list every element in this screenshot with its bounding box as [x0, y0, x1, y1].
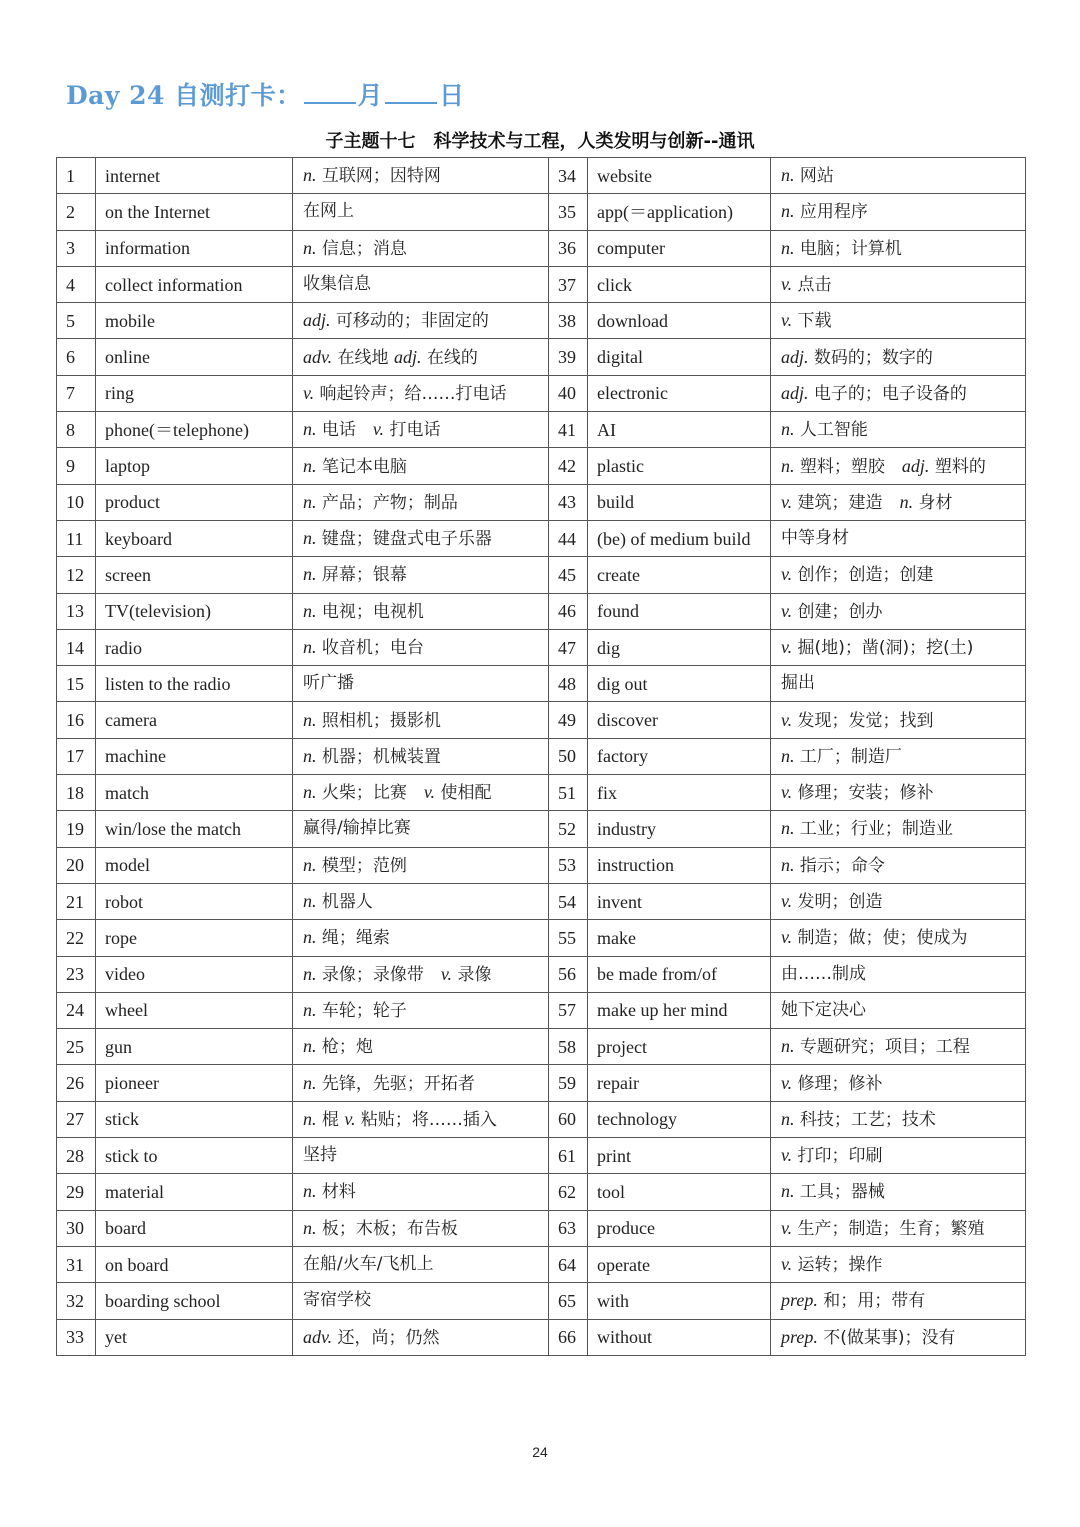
entry-meaning: n. 先锋，先驱；开拓者	[293, 1065, 549, 1101]
entry-word: yet	[96, 1319, 293, 1355]
entry-meaning: n. 工业；行业；制造业	[771, 811, 1026, 847]
entry-word: pioneer	[96, 1065, 293, 1101]
entry-meaning: v. 发明；创造	[771, 883, 1026, 919]
entry-meaning: n. 塑料；塑胶 adj. 塑料的	[771, 448, 1026, 484]
entry-meaning: 在船/火车/飞机上	[293, 1246, 549, 1282]
table-row	[57, 1065, 1026, 1101]
entry-meaning: n. 照相机；摄影机	[293, 702, 549, 738]
entry-number: 32	[57, 1283, 96, 1319]
entry-meaning: adv. 在线地 adj. 在线的	[293, 339, 549, 375]
table-row	[57, 992, 1026, 1028]
entry-number: 64	[549, 1246, 588, 1282]
entry-number: 13	[57, 593, 96, 629]
entry-number: 66	[549, 1319, 588, 1355]
entry-meaning: v. 修理；安装；修补	[771, 775, 1026, 811]
entry-meaning: adj. 电子的；电子设备的	[771, 375, 1026, 411]
entry-number: 45	[549, 557, 588, 593]
entry-number: 33	[57, 1319, 96, 1355]
table-row	[57, 266, 1026, 302]
entry-word: board	[96, 1210, 293, 1246]
entry-word: repair	[588, 1065, 771, 1101]
entry-word: product	[96, 484, 293, 520]
entry-number: 65	[549, 1283, 588, 1319]
table-row	[57, 666, 1026, 702]
entry-word: camera	[96, 702, 293, 738]
entry-number: 10	[57, 484, 96, 520]
entry-word: (be) of medium build	[588, 520, 771, 556]
entry-meaning: 中等身材	[771, 520, 1026, 556]
entry-number: 18	[57, 775, 96, 811]
entry-number: 52	[549, 811, 588, 847]
table-row	[57, 956, 1026, 992]
entry-number: 38	[549, 303, 588, 339]
entry-word: app(＝application)	[588, 194, 771, 230]
entry-meaning: v. 创建；创办	[771, 593, 1026, 629]
entry-meaning: n. 人工智能	[771, 412, 1026, 448]
entry-meaning: 收集信息	[293, 266, 549, 302]
entry-meaning: 坚持	[293, 1138, 549, 1174]
table-row	[57, 847, 1026, 883]
entry-word: discover	[588, 702, 771, 738]
table-row	[57, 375, 1026, 411]
entry-word: operate	[588, 1246, 771, 1282]
entry-word: stick	[96, 1101, 293, 1137]
entry-word: electronic	[588, 375, 771, 411]
entry-number: 63	[549, 1210, 588, 1246]
entry-number: 24	[57, 992, 96, 1028]
entry-word: boarding school	[96, 1283, 293, 1319]
table-row	[57, 194, 1026, 230]
table-row	[57, 557, 1026, 593]
table-row	[57, 303, 1026, 339]
entry-meaning: 掘出	[771, 666, 1026, 702]
entry-number: 43	[549, 484, 588, 520]
entry-number: 19	[57, 811, 96, 847]
day-blank	[385, 82, 437, 104]
entry-word: robot	[96, 883, 293, 919]
entry-word: plastic	[588, 448, 771, 484]
page-heading	[66, 76, 465, 112]
entry-meaning: adj. 可移动的；非固定的	[293, 303, 549, 339]
entry-number: 8	[57, 412, 96, 448]
month-label: 月	[357, 81, 384, 110]
entry-number: 49	[549, 702, 588, 738]
entry-number: 31	[57, 1246, 96, 1282]
entry-word: material	[96, 1174, 293, 1210]
entry-meaning: v. 创作；创造；创建	[771, 557, 1026, 593]
entry-number: 17	[57, 738, 96, 774]
entry-word: TV(television)	[96, 593, 293, 629]
entry-word: online	[96, 339, 293, 375]
entry-word: factory	[588, 738, 771, 774]
entry-meaning: v. 建筑；建造 n. 身材	[771, 484, 1026, 520]
entry-meaning: v. 掘(地)；凿(洞)；挖(土)	[771, 629, 1026, 665]
entry-number: 56	[549, 956, 588, 992]
entry-word: listen to the radio	[96, 666, 293, 702]
entry-number: 26	[57, 1065, 96, 1101]
table-row	[57, 775, 1026, 811]
entry-word: radio	[96, 629, 293, 665]
entry-number: 12	[57, 557, 96, 593]
table-row	[57, 520, 1026, 556]
entry-number: 28	[57, 1138, 96, 1174]
entry-meaning: 在网上	[293, 194, 549, 230]
entry-number: 48	[549, 666, 588, 702]
table-row	[57, 1029, 1026, 1065]
entry-meaning: v. 下载	[771, 303, 1026, 339]
entry-meaning: n. 电脑；计算机	[771, 230, 1026, 266]
entry-word: laptop	[96, 448, 293, 484]
entry-word: rope	[96, 920, 293, 956]
table-row	[57, 1210, 1026, 1246]
entry-word: collect information	[96, 266, 293, 302]
entry-meaning: v. 生产；制造；生育；繁殖	[771, 1210, 1026, 1246]
entry-number: 35	[549, 194, 588, 230]
entry-word: with	[588, 1283, 771, 1319]
entry-word: produce	[588, 1210, 771, 1246]
table-row	[57, 629, 1026, 665]
entry-number: 9	[57, 448, 96, 484]
entry-word: instruction	[588, 847, 771, 883]
entry-meaning: adj. 数码的；数字的	[771, 339, 1026, 375]
entry-word: machine	[96, 738, 293, 774]
entry-word: build	[588, 484, 771, 520]
topic-subtitle: 子主题十七 科学技术与工程，人类发明与创新--通讯	[325, 131, 755, 152]
entry-meaning: n. 应用程序	[771, 194, 1026, 230]
entry-word: project	[588, 1029, 771, 1065]
entry-word: website	[588, 158, 771, 194]
entry-meaning: n. 专题研究；项目；工程	[771, 1029, 1026, 1065]
table-row	[57, 1101, 1026, 1137]
entry-number: 22	[57, 920, 96, 956]
entry-word: digital	[588, 339, 771, 375]
entry-word: screen	[96, 557, 293, 593]
entry-number: 14	[57, 629, 96, 665]
entry-word: tool	[588, 1174, 771, 1210]
entry-meaning: v. 点击	[771, 266, 1026, 302]
table-row	[57, 484, 1026, 520]
entry-meaning: n. 笔记本电脑	[293, 448, 549, 484]
entry-number: 20	[57, 847, 96, 883]
entry-number: 15	[57, 666, 96, 702]
entry-word: phone(＝telephone)	[96, 412, 293, 448]
entry-meaning: 由……制成	[771, 956, 1026, 992]
entry-number: 1	[57, 158, 96, 194]
entry-number: 7	[57, 375, 96, 411]
table-row	[57, 230, 1026, 266]
table-row	[57, 448, 1026, 484]
entry-meaning: v. 发现；发觉；找到	[771, 702, 1026, 738]
entry-meaning: n. 火柴；比赛 v. 使相配	[293, 775, 549, 811]
entry-meaning: v. 制造；做；使；使成为	[771, 920, 1026, 956]
entry-meaning: v. 响起铃声；给……打电话	[293, 375, 549, 411]
entry-word: without	[588, 1319, 771, 1355]
table-row	[57, 738, 1026, 774]
entry-word: video	[96, 956, 293, 992]
entry-number: 59	[549, 1065, 588, 1101]
entry-meaning: n. 枪；炮	[293, 1029, 549, 1065]
entry-meaning: n. 电话 v. 打电话	[293, 412, 549, 448]
table-row	[57, 412, 1026, 448]
entry-meaning: n. 录像；录像带 v. 录像	[293, 956, 549, 992]
entry-word: fix	[588, 775, 771, 811]
entry-meaning: n. 机器；机械装置	[293, 738, 549, 774]
entry-meaning: n. 车轮；轮子	[293, 992, 549, 1028]
entry-word: industry	[588, 811, 771, 847]
entry-word: print	[588, 1138, 771, 1174]
entry-word: keyboard	[96, 520, 293, 556]
entry-number: 29	[57, 1174, 96, 1210]
entry-meaning: prep. 不(做某事)；没有	[771, 1319, 1026, 1355]
page-number: 24	[532, 1444, 548, 1460]
entry-number: 62	[549, 1174, 588, 1210]
table-row	[57, 883, 1026, 919]
month-blank	[304, 82, 356, 104]
table-row	[57, 1174, 1026, 1210]
entry-number: 50	[549, 738, 588, 774]
entry-number: 36	[549, 230, 588, 266]
entry-meaning: 她下定决心	[771, 992, 1026, 1028]
entry-word: download	[588, 303, 771, 339]
vocabulary-table-body	[57, 158, 1026, 1356]
entry-number: 53	[549, 847, 588, 883]
table-row	[57, 1246, 1026, 1282]
entry-word: be made from/of	[588, 956, 771, 992]
entry-number: 39	[549, 339, 588, 375]
entry-meaning: n. 屏幕；银幕	[293, 557, 549, 593]
table-row	[57, 1283, 1026, 1319]
entry-meaning: n. 键盘；键盘式电子乐器	[293, 520, 549, 556]
entry-word: mobile	[96, 303, 293, 339]
entry-meaning: v. 打印；印刷	[771, 1138, 1026, 1174]
entry-word: model	[96, 847, 293, 883]
entry-meaning: n. 材料	[293, 1174, 549, 1210]
entry-meaning: n. 电视；电视机	[293, 593, 549, 629]
entry-word: technology	[588, 1101, 771, 1137]
entry-word: invent	[588, 883, 771, 919]
entry-number: 37	[549, 266, 588, 302]
entry-word: computer	[588, 230, 771, 266]
entry-meaning: n. 工厂；制造厂	[771, 738, 1026, 774]
entry-meaning: v. 运转；操作	[771, 1246, 1026, 1282]
entry-meaning: n. 指示；命令	[771, 847, 1026, 883]
entry-number: 41	[549, 412, 588, 448]
entry-meaning: 赢得/输掉比赛	[293, 811, 549, 847]
vocabulary-table	[56, 157, 1026, 1356]
entry-number: 61	[549, 1138, 588, 1174]
entry-word: wheel	[96, 992, 293, 1028]
table-row	[57, 339, 1026, 375]
entry-meaning: n. 模型；范例	[293, 847, 549, 883]
table-row	[57, 811, 1026, 847]
entry-word: on the Internet	[96, 194, 293, 230]
entry-meaning: n. 互联网；因特网	[293, 158, 549, 194]
entry-word: ring	[96, 375, 293, 411]
entry-number: 42	[549, 448, 588, 484]
entry-number: 11	[57, 520, 96, 556]
entry-number: 25	[57, 1029, 96, 1065]
day-label: 日	[439, 81, 465, 110]
table-row	[57, 702, 1026, 738]
entry-number: 40	[549, 375, 588, 411]
entry-meaning: 寄宿学校	[293, 1283, 549, 1319]
entry-word: information	[96, 230, 293, 266]
entry-number: 55	[549, 920, 588, 956]
entry-word: make	[588, 920, 771, 956]
entry-number: 46	[549, 593, 588, 629]
entry-word: stick to	[96, 1138, 293, 1174]
entry-word: dig	[588, 629, 771, 665]
entry-number: 57	[549, 992, 588, 1028]
entry-number: 47	[549, 629, 588, 665]
entry-number: 27	[57, 1101, 96, 1137]
entry-word: found	[588, 593, 771, 629]
entry-meaning: n. 收音机；电台	[293, 629, 549, 665]
entry-meaning: n. 科技；工艺；技术	[771, 1101, 1026, 1137]
entry-number: 6	[57, 339, 96, 375]
entry-meaning: adv. 还，尚；仍然	[293, 1319, 549, 1355]
entry-number: 58	[549, 1029, 588, 1065]
entry-word: on board	[96, 1246, 293, 1282]
entry-number: 16	[57, 702, 96, 738]
entry-meaning: n. 板；木板；布告板	[293, 1210, 549, 1246]
entry-number: 21	[57, 883, 96, 919]
entry-word: click	[588, 266, 771, 302]
entry-meaning: prep. 和；用；带有	[771, 1283, 1026, 1319]
entry-word: dig out	[588, 666, 771, 702]
entry-meaning: n. 机器人	[293, 883, 549, 919]
entry-meaning: n. 产品；产物；制品	[293, 484, 549, 520]
table-row	[57, 158, 1026, 194]
entry-number: 30	[57, 1210, 96, 1246]
entry-number: 51	[549, 775, 588, 811]
entry-number: 2	[57, 194, 96, 230]
entry-word: internet	[96, 158, 293, 194]
entry-word: gun	[96, 1029, 293, 1065]
entry-word: make up her mind	[588, 992, 771, 1028]
entry-word: win/lose the match	[96, 811, 293, 847]
entry-number: 60	[549, 1101, 588, 1137]
entry-word: match	[96, 775, 293, 811]
heading-prefix: Day 24 自测打卡：	[66, 81, 302, 110]
entry-number: 5	[57, 303, 96, 339]
entry-number: 54	[549, 883, 588, 919]
table-row	[57, 593, 1026, 629]
entry-number: 23	[57, 956, 96, 992]
entry-meaning: n. 绳；绳索	[293, 920, 549, 956]
entry-number: 4	[57, 266, 96, 302]
entry-meaning: n. 网站	[771, 158, 1026, 194]
entry-meaning: v. 修理；修补	[771, 1065, 1026, 1101]
entry-meaning: n. 信息；消息	[293, 230, 549, 266]
table-row	[57, 1319, 1026, 1355]
entry-meaning: n. 棍 v. 粘贴；将……插入	[293, 1101, 549, 1137]
entry-number: 34	[549, 158, 588, 194]
table-row	[57, 1138, 1026, 1174]
entry-number: 44	[549, 520, 588, 556]
entry-number: 3	[57, 230, 96, 266]
entry-word: create	[588, 557, 771, 593]
entry-meaning: 听广播	[293, 666, 549, 702]
entry-meaning: n. 工具；器械	[771, 1174, 1026, 1210]
table-row	[57, 920, 1026, 956]
entry-word: AI	[588, 412, 771, 448]
